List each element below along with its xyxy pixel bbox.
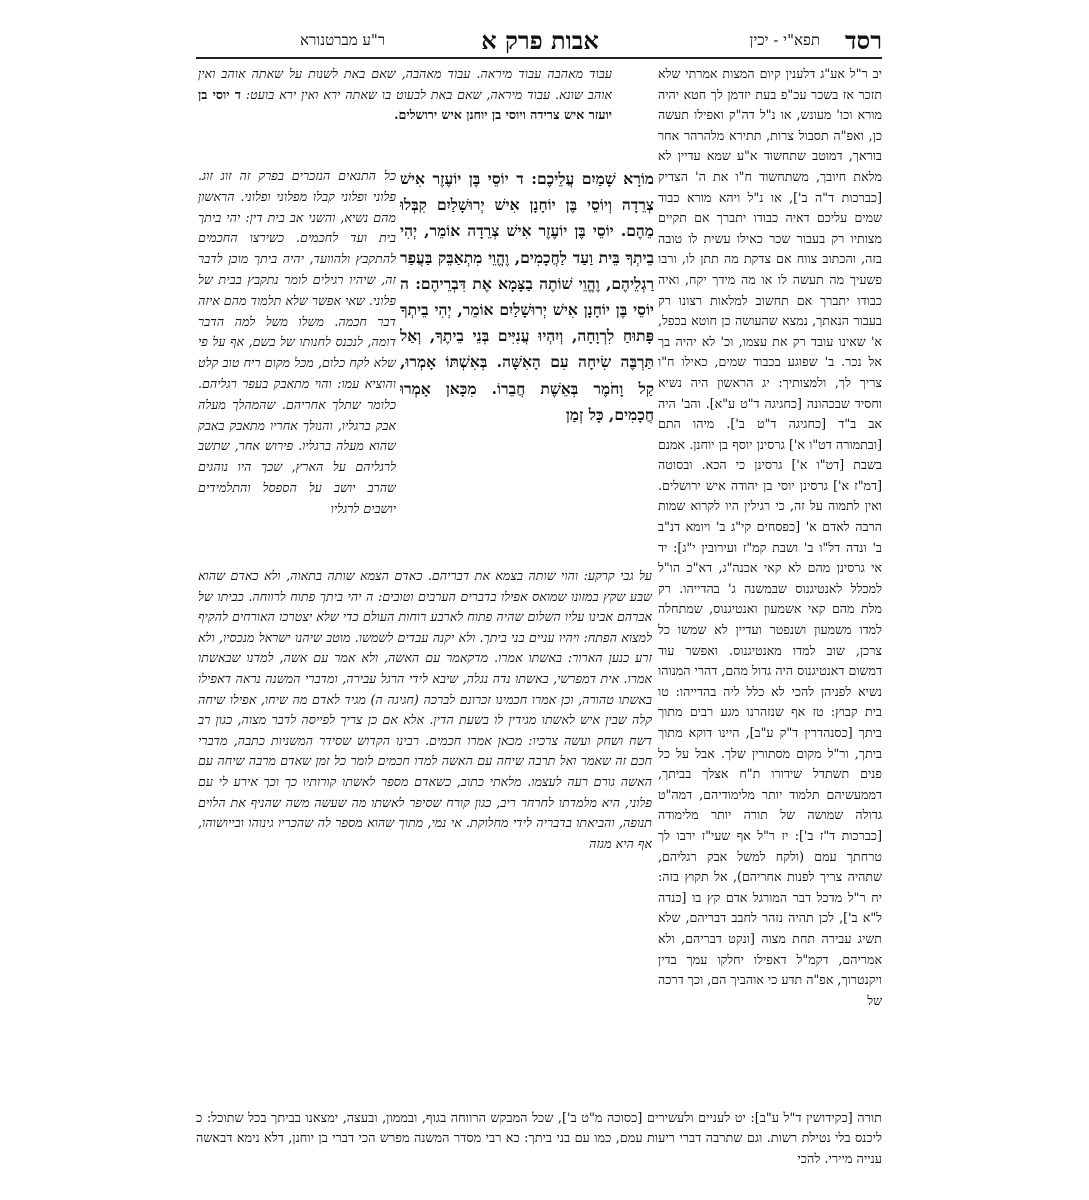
bartenura-top-block [198,64,612,164]
header-rule [196,57,882,59]
bartenura-middle-column: כל התנאים הנזכרים בפרק זה זוג זוג. פלוני ופלוני קבלו מפלוני ופלוני. הראשון מהם נשיא, והשני אב בית דין: יהי ביתך בית ועד לחכמים. כשירצו החכמים להתקבץ ולהוועד, יהיה ביתך מוכן לדבר זה, שיהיו רגילים לומר נתקבץ בבית של פלוני. שאי אפשר שלא תלמוד מהם איזה דבר חכמה. משלו משל למה הדבר דומה, לנכנס לחנותו של בשם, אף על פי שלא לקח כלום, מכל מקום ריח טוב קלט והוציא עמו: והוי מתאבק בעפר רגליהם. כלומר שתלך אחריהם. שהמהלך מעלה אבק ברגליו, והנולך אחריו מתאבק באבק שהוא מעלה ברגליו. פירוש אחר, שתשב לרגליהם על הארץ, שכך היו נוהגים שהרב יושב על הספסל והתלמידים יושבים לרגליו [198,168,396,516]
tiferet-yisrael-column: יב ר"ל אע"ג דלענין קיום המצות אמרתי שלא תזכר אז בשכר עכ"פ בעת יזדמן לך חטא יהיה מורא וכו' מעונש, או נ"ל דה"ק ואפילו תעשה כן, ואפ"ה תסבול צרות, תתירא מלהרהר אחר בוראך, דמוטב שתחשוד א"ע שמא עדיין לא מלאת חיובך, משתחשוד ח"ו את ה' הצדיק [כברכות ד"ה ב'], או נ"ל ויהא מורא כבוד שמים עליכם דאיה כבודו יתברך אם תקיים מצותיו רק בעבור שכר כאילו עשית לו טובה בזה, והכתוב צווח אם צדקת מה תתן לו, ורבו פשעיך מה תעשה לו או מה מידך יקח, ואיה כבודו יתברך אם תחשוב למלאות רצונו רק בעבור הנאתך, נמצא שהעושה כן חוטא בכפל, א' שאינו עובד רק את עצמו, וכ' לא יהיה בך אל נכר. ב' שפוגע בכבוד שמים, כאילו ח"ו צריך לך, ולמצותיך: יג הראשון היה נשיא וחסיד שבכהונה [כחגיגה ד"ט ע"א]. והב' היה אב ב"ד [כחגיגה ד"ט ב']. מיהו התם [ובתמורה דט"ו א'] גרסינן יוסף בן יוחנן. אמנם בשבת [דט"ו א'] גרסינן כי הכא. ובסוטה [דמ"ז א'] גרסינן יוסי בן יהודה איש ירושלים. ואין לתמוה על זה, כי רגילין היו לקרוא שמות הרבה לאדם א' [כפסחים קי"ג ב' ויומא דנ"ב ב' ונדה דל"ו ב' ושבת קמ"ז ועירובין י"ג]: יד אי גרסינן מהם לא קאי אכנה"ג, דא"כ הו"ל למכלל לאנטיגנוס שבמשנה ג' בהדייהו. רק מלת מהם קאי אשמעון ואנטיגנוס, שמתחלה למדו משמעון ושנפטר ועדיין לא שמשו כל צרכן, שוב למדו מאנטיגנוס. ואפשר עוד דמשום דאנטיגנוס היה גדול מהם, דהרי המנוהו נשיא לפניהן להכי לא כלל ליה בהדייהו: טו בית קבוץ: טז אף שנזהרנו מגע רבים מתוך ביתך [כסנהדרין ד"ק ע"ב], היינו דוקא מתוך ביתך, ור"ל מקום מסתורין שלך. אבל על כל פנים תשתדל שידורו ת"ח אצלך בביתך, דממעשיהם תלמוד יותר מלימודיהם, דמה"ט גדולה שמושה של תורה יותר מלימודה [כברכות ד"ז ב']: יז ר"ל אף שעי"ז ירבו לך טרחתך עמם (ולקח למשל אבק רגליהם, שתהיה צריך לפנות אחריהם), אל תקוץ בזה: יח ר"ל מדכל דבר המורגל אדם קץ בו [כנדה ל"א ב'], לכן תהיה נזהר לחבב דבריהם, שלא תשיג עבירה תחת מצוה [ונקט דבריהם, ולא אמריהם, דקמ"ל דאפילו יחלקו עמך בדין ויקנטרוך, אפ"ה תדע כי אוהביך הם, וכך דרכה של [658,66,882,1008]
bartenura-top-text: עבוד מאהבה עבוד מיראה. עבוד מאהבה, שאם באת לשנות על שאתה אוהב ואין אוהב שונא. עבוד מיראה, שאם באת לבעוט בו שאתה ירא ואין ירא בועט: [198,66,612,102]
commentator-label: ר"ע מברטנורא [300,31,386,49]
running-title: אבות פרק א [481,26,599,55]
commentary-label: תפא"י - יכין [749,31,820,49]
bartenura-dibur-hamatchil: ד יוסי בן יועזר איש צרידה ויוסי בן יוחנן איש ירושלים. [198,86,612,123]
page-number: רסד [845,26,882,55]
bartenura-lower-block: על גבי קרקע: והוי שותה בצמא את דבריהם. כאדם הצמא שותה בתאוה, ולא כאדם שהוא שבע שקץ במזונו שמואס אפילו בדברים הערבים וטובים: ה יהי ביתך פתוח לרווחה. כביתו של אברהם אבינו עליו השלום שהיה פתוח לארבע רוחות העולם כדי שלא יצטרכו האורחים להקיף למצוא הפתח: ויהיו עניים בני ביתך. ולא יקנה עבדים לשמשו. מוטב שיהנו ישראל מנכסיו, ולא זרע כנען הארור: באשתו אמרו. מדקאמר עם האשה, ולא אמר עם אשה, למדנו שבאשתו אמרו. אית דמפרשי, באשתו נדה נגלה, שיבא לידי הרגל עבירה, ומדברי המשנה נראה דאפילו באשתו טהורה, וכן אמרו חכמינו זכרונם לברכה (חגיגה ה) מגיד לאדם מה שיחו, אפילו שיחה קלה שבין איש לאשתו מגידין לו בשעת הדין. אלא אם כן צריך לפייסה לדבר מצוה, כגון רב דשח ושחק ועשה צרכיו: מכאן אמרו חכמים. רבינו הקדוש שסידר המשניות כתבה, מדברי חכם זה שאמר ואל תרבה שיחה עם האשה למדו חכמים לומר כל זמן שאדם מרבה שיחה עם האשה גורם רעה לעצמו. מלאתי כתוב, כשאדם מספר לאשתו קורותיו כך וכך אירע לי עם פלוני, היא מלמדתו לחרחר ריב, כגון קורח שסיפר לאשתו מה שעשה משה שהניף את הלוים תנופה, והביאתו בדבריה לידי מחלוקת. אי נמי, מתוך שהוא מספר לה שהכריו גינוהו ובייושוהו, אף היא מגזה [198,568,652,851]
page-header [300,26,882,55]
footer-commentary: תורה [כקידושין ד"ל ע"ב]: יט לעניים ולעשירים [כסוכה מ"ט ב'], שכל המבקש הרווחה בגוף, ובממון, ובעצה, ימצאנו בביתך בכל שתוכל: כ ליכנס בלי נטילת רשות. וגם שתרבה דברי ריעות עמם, כמו עם בני ביתך: כא רבי מסדר המשנה מפרש הכי דברי בן יוחנן, דלא נימא דבאשה ענייה מיירי. להכי [196,1110,882,1167]
mishna-text: מוֹרָא שָׁמַיִם עֲלֵיכֶם: ד יוֹסֵי בֶּן יוֹעֶזֶר אִישׁ צְרֵדָה וְיוֹסֵי בֶּן יוֹחָנָן אִישׁ יְרוּשָׁלַיִם קִבְּלוּ מֵהֶם. יוֹסֵי בֶּן יוֹעֶזֶר אִישׁ צְרֵדָה אוֹמֵר, יְהִי בֵיתְךָ בֵּית וַעַד לַחֲכָמִים, וֶהֱוֵי מִתְאַבֵּק בַּעֲפַר רַגְלֵיהֶם, וֶהֱוֵי שׁוֹתֶה בַצָּמָא אֶת דִּבְרֵיהֶם: ה יוֹסֵי בֶּן יוֹחָנָן אִישׁ יְרוּשָׁלַיִם אוֹמֵר, יְהִי בֵיתְךָ פָּתוּחַ לִרְוָחָה, וְיִהְיוּ עֲנִיִּים בְּנֵי בֵיתֶךָ, וְאַל תַּרְבֶּה שִׂיחָה עִם הָאִשָּׁה. בְּאִשְׁתּוֹ אָמְרוּ, קַל וָחֹמֶר בְּאֵשֶׁת חֲבֵרוֹ. מִכָּאן אָמְרוּ חֲכָמִים, כָּל זְמַן [400,169,654,424]
